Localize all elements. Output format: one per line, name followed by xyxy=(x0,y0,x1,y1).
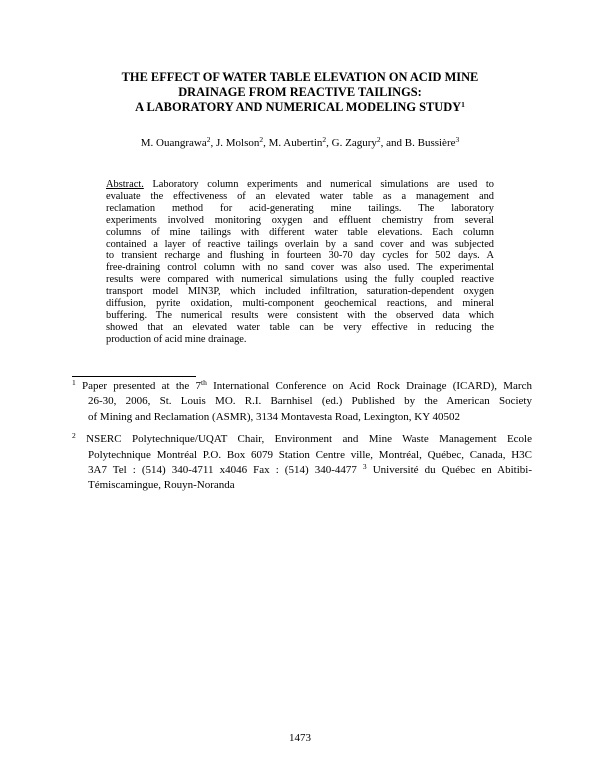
author: M. Ouangrawa$^2$, xyxy=(140,135,216,149)
title-footnote-mark: 1 xyxy=(461,100,465,109)
abstract-line: transport model MIN3P, which included infiltration, saturation-dependent oxygen xyxy=(106,286,494,298)
abstract-line: evaluate the effectiveness of an elevated water table as a management and xyxy=(106,190,494,202)
footnote-line: $^1$ Paper presented at the 7th International Conference on Acid Rock Drainage (ICARD), March xyxy=(72,378,532,392)
footnote-mark: 1 xyxy=(72,378,76,387)
abstract-line: experiments involved monitoring oxygen and effluent chemistry from several xyxy=(106,214,494,226)
title-line-3 xyxy=(60,100,540,115)
abstract-line: buffering. The numerical results were consistent with the observed data which xyxy=(106,309,494,321)
footnote-mark: 2 xyxy=(72,431,76,441)
footnote-line: 3A7 Tel : (514) 340-4711 x4046 Fax : (514) 340-4477 $^3$ Université du Québec en Abitibi- xyxy=(88,462,532,477)
footnote-line: 26-30, 2006, St. Louis MO. R.I. Barnhisel (ed.) Published by the American Society xyxy=(88,395,532,408)
title-line-1: THE EFFECT OF WATER TABLE ELEVATION ON ACID MINE xyxy=(121,70,479,84)
footnote-divider xyxy=(72,376,196,377)
footnote-2 xyxy=(72,432,532,494)
abstract-line: to transient recharge and flushing in fourteen 30-70 day cycles for 502 days. A xyxy=(106,250,494,262)
abstract-line: contained a layer of reactive tailings overlain by a sand cover and was subjected xyxy=(106,238,494,250)
abstract-line: diffusion, pyrite oxidation, multi-component geochemical reactions, and mineral xyxy=(106,298,494,310)
footnote-line: Témiscamingue, Rouyn-Noranda xyxy=(88,479,235,492)
footnotes xyxy=(72,379,532,494)
abstract-line: results were compared with numerical simulations using the fully coupled reactive xyxy=(106,274,494,286)
title-line-2: DRAINAGE FROM REACTIVE TAILINGS: xyxy=(178,85,422,99)
author: M. Aubertin$^2$, xyxy=(268,135,332,149)
footnote-line: Polytechnique Montréal P.O. Box 6079 Station Centre ville, Montréal, Québec, Canada, H3C xyxy=(88,448,532,461)
footnote-line: of Mining and Reclamation (ASMR), 3134 Montavesta Road, Lexington, KY 40502 xyxy=(88,410,461,423)
abstract xyxy=(106,179,494,346)
abstract-line: Abstract. Laboratory column experiments and numerical simulations are used to xyxy=(106,179,494,190)
abstract-line: free-draining control column with no sand cover was also used. The experimental xyxy=(106,262,494,274)
page-number: 1473 xyxy=(289,732,311,744)
abstract-line: columns of mine tailings with different water table elevations. Each column xyxy=(106,226,494,238)
footnote-mark: 3 xyxy=(362,462,367,472)
author-list xyxy=(60,136,540,150)
paper-title xyxy=(60,70,540,115)
author: G. Zagury$^2$, and xyxy=(331,135,405,149)
author: B. Bussière$^3$ xyxy=(404,135,460,149)
title-line-3-text: A LABORATORY AND NUMERICAL MODELING STUDY xyxy=(135,100,462,114)
footnote-1 xyxy=(72,379,532,425)
abstract-line: reclamation method for acid-generating mine tailings. The laboratory xyxy=(106,202,494,214)
author: J. Molson$^2$, xyxy=(215,135,269,149)
abstract-line: showed that an elevated water table can be very effective in reducing the xyxy=(106,321,494,333)
abstract-line: production of acid mine drainage. xyxy=(106,333,247,345)
abstract-label: Abstract. xyxy=(106,179,144,190)
footnote-line: $^2$ NSERC Polytechnique/UQAT Chair, Environment and Mine Waste Management Ecole xyxy=(72,431,532,446)
